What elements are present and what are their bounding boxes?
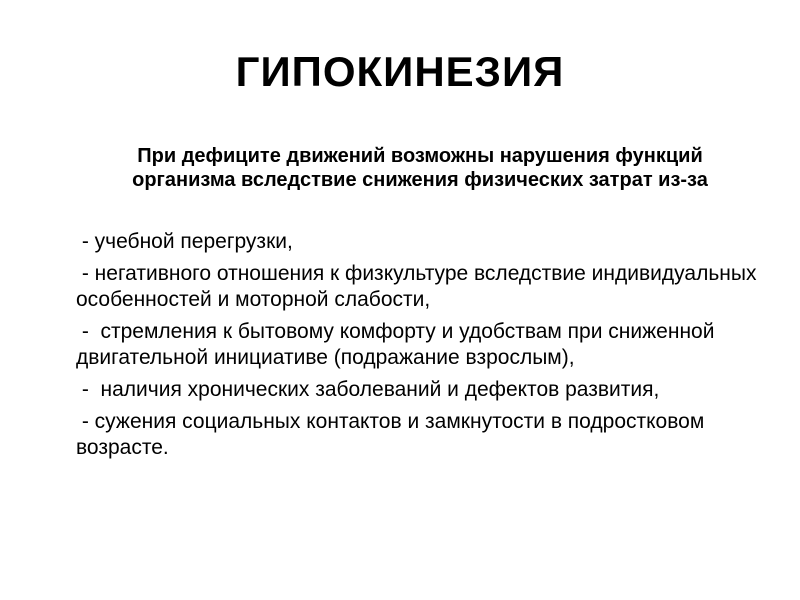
cause-list [76,229,766,467]
list-item: - наличия хронических заболеваний и дефектов развития, [76,378,660,401]
list-item: - негативного отношения к физкультуре вследствие индивидуальных особенностей и моторной слабости, [76,262,763,311]
list-item: - учебной перегрузки, [76,230,293,253]
list-item: - сужения социальных контактов и замкнутости в подростковом возрасте. [76,410,711,459]
list-item: - стремления к бытовому комфорту и удобствам при сниженной двигательной инициативе (подражание взрослым), [76,320,721,369]
slide-title: ГИПОКИНЕЗИЯ [235,48,565,95]
intro-paragraph: При дефиците движений возможны нарушения функций организма вследствие снижения физических затрат из-за [132,145,708,191]
